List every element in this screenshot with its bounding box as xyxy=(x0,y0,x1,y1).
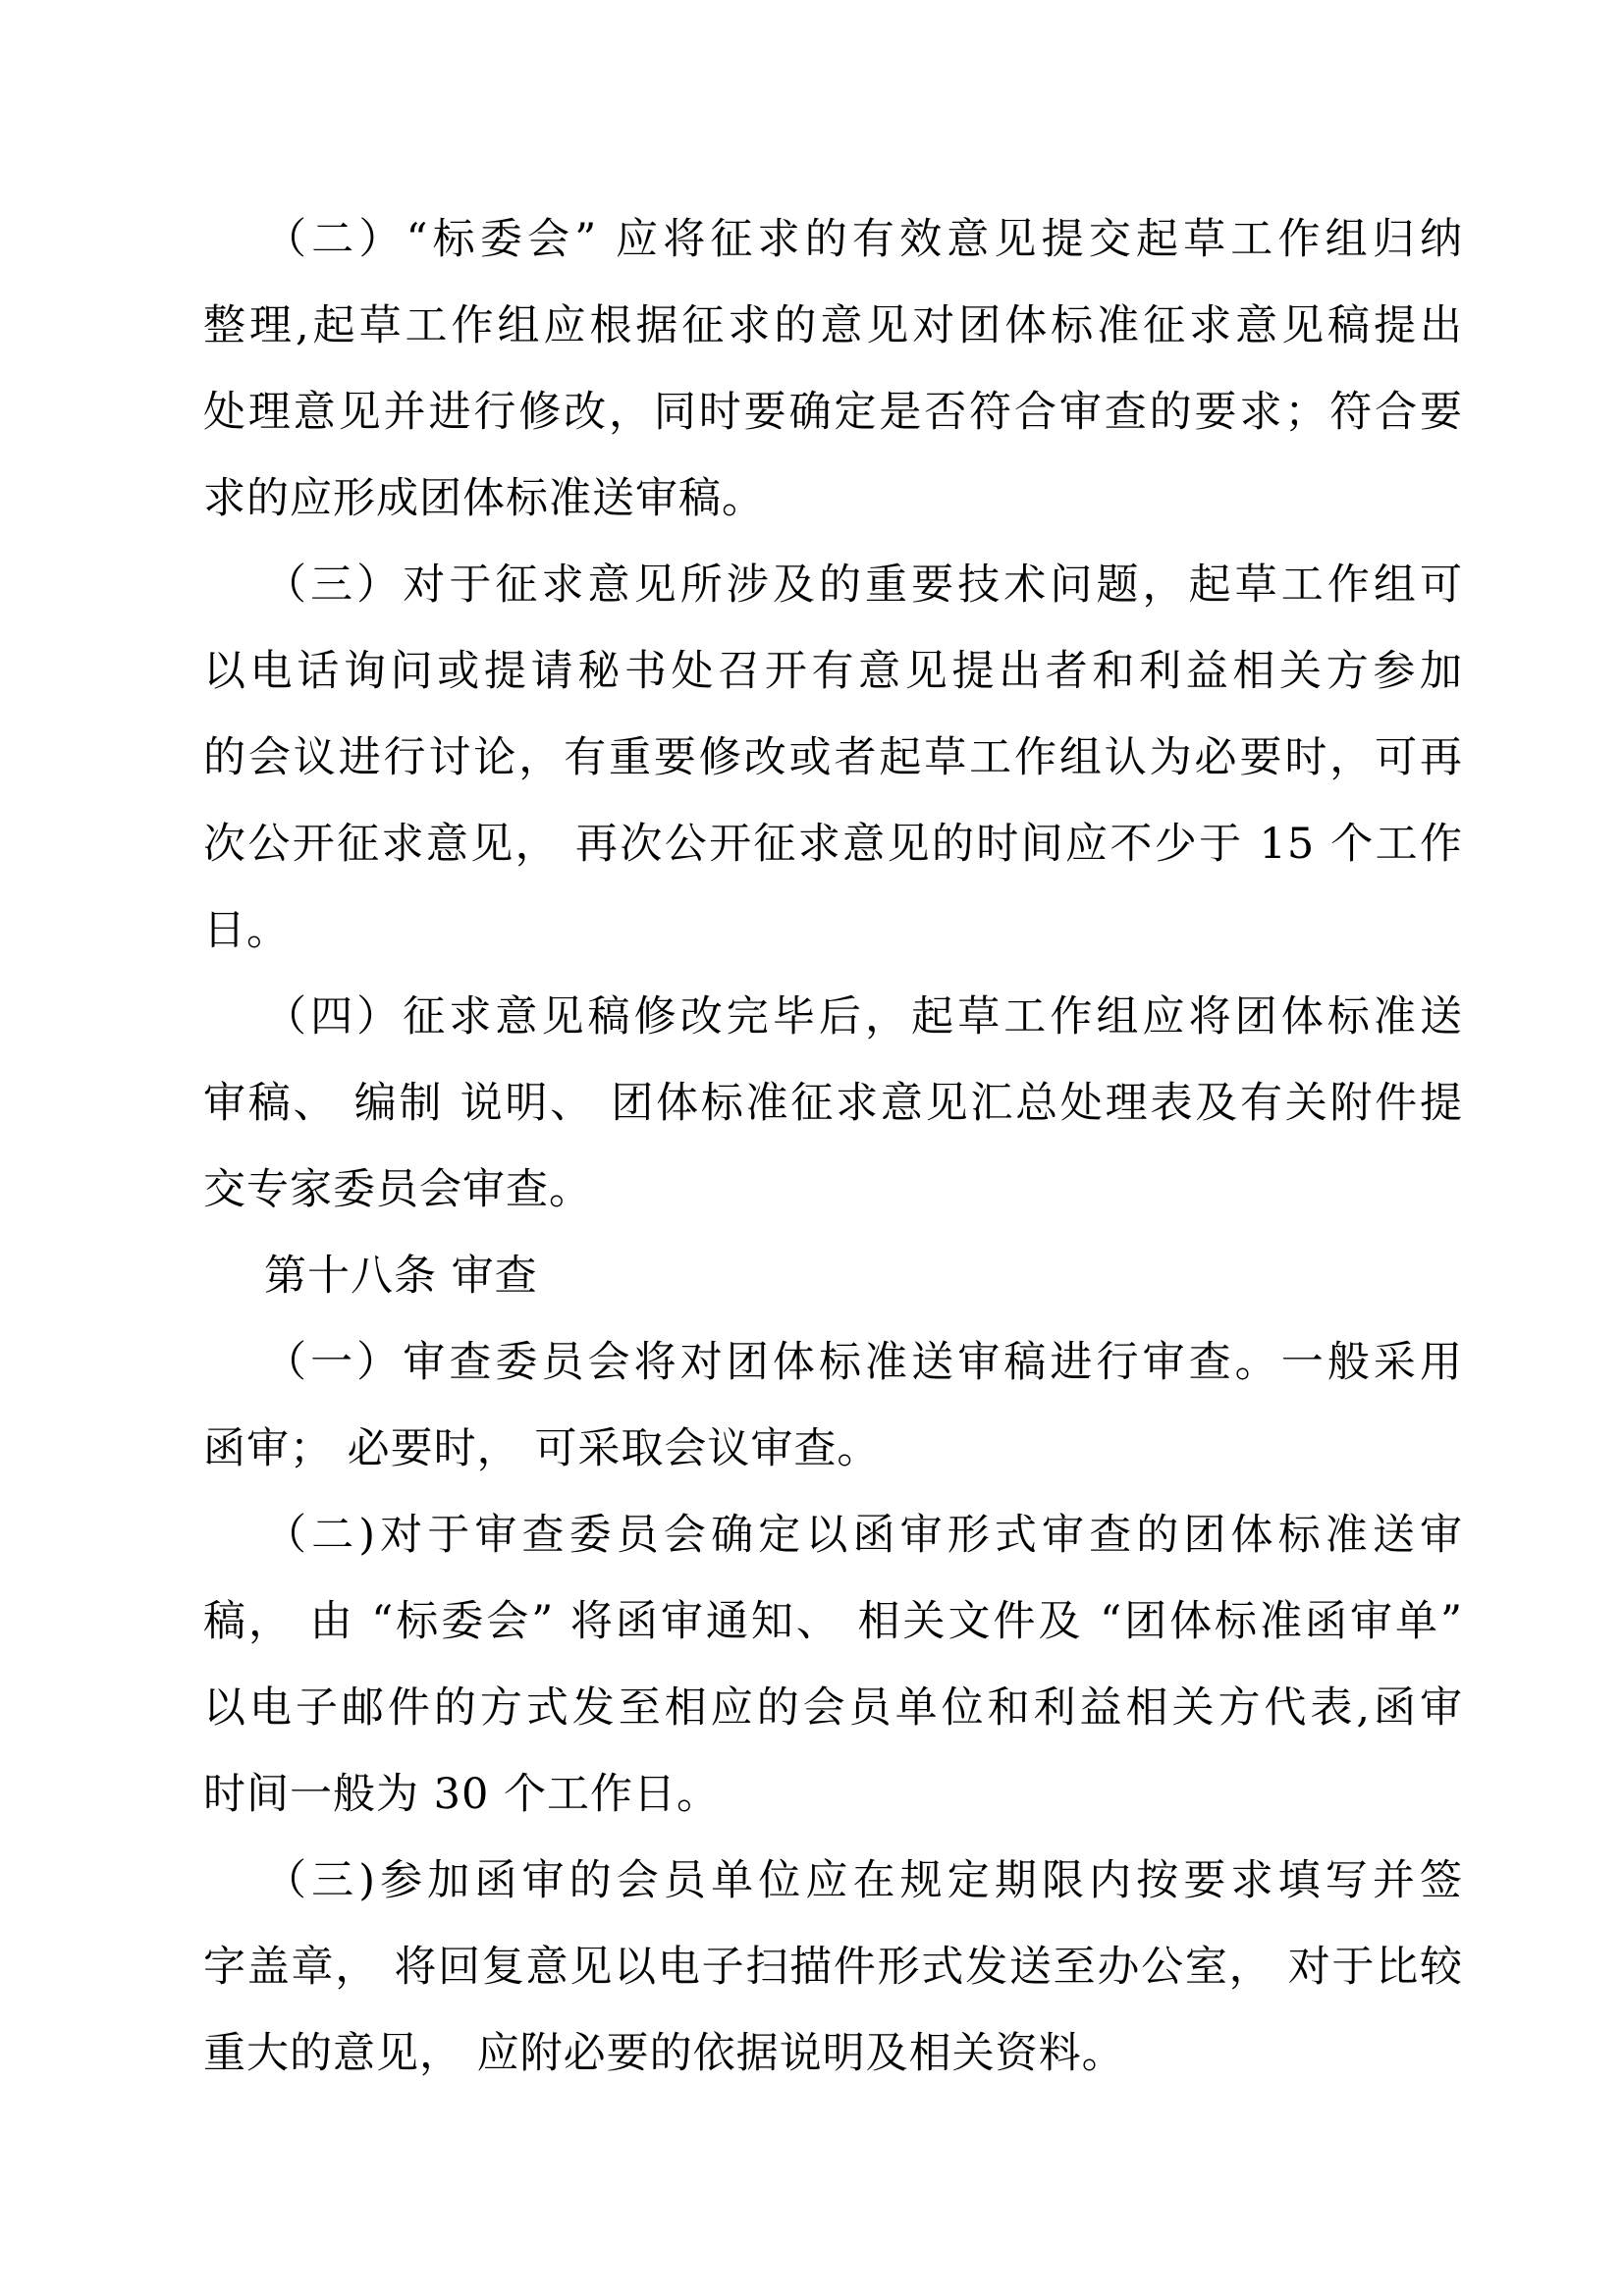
paragraph-2-line: （二）“标委会” 应将征求的有效意见提交起草工作组归纳 xyxy=(264,215,1463,264)
paragraph-3-line: 日。 xyxy=(203,906,290,955)
paragraph-3-line: （三）对于征求意见所涉及的重要技术问题，起草工作组可 xyxy=(264,561,1463,610)
paragraph-2-line: 求的应形成团体标准送审稿。 xyxy=(203,474,765,523)
paragraph-3-line: 的会议进行讨论，有重要修改或者起草工作组认为必要时，可再 xyxy=(203,733,1463,782)
paragraph-3-line: 以电话询问或提请秘书处召开有意见提出者和利益相关方参加 xyxy=(203,647,1463,696)
paragraph-3-line: 次公开征求意见， 再次公开征求意见的时间应不少于 15 个工作 xyxy=(203,820,1463,869)
article18-para-3-line: 字盖章， 将回复意见以电子扫描件形式发送至办公室， 对于比较 xyxy=(203,1943,1463,1992)
article18-para-3-line: （三)参加函审的会员单位应在规定期限内按要求填写并签 xyxy=(264,1856,1463,1905)
section-heading: 第十八条 审查 xyxy=(264,1252,538,1301)
paragraph-2-line: 整理,起草工作组应根据征求的意见对团体标准征求意见稿提出 xyxy=(203,301,1463,350)
paragraph-4-line: 交专家委员会审查。 xyxy=(203,1165,592,1214)
article18-para-1-line: （一）审查委员会将对团体标准送审稿进行审查。一般采用 xyxy=(264,1338,1463,1387)
article18-para-2-line: 稿， 由 “标委会” 将函审通知、 相关文件及 “团体标准函审单” xyxy=(203,1597,1463,1646)
article18-para-1-line: 函审； 必要时， 可采取会议审查。 xyxy=(203,1424,881,1473)
paragraph-2-line: 处理意见并进行修改，同时要确定是否符合审查的要求；符合要 xyxy=(203,388,1463,437)
paragraph-4-line: （四）征求意见稿修改完毕后，起草工作组应将团体标准送 xyxy=(264,992,1463,1041)
document-text-block xyxy=(203,196,1463,2097)
article18-para-2-line: 时间一般为 30 个工作日。 xyxy=(203,1770,721,1819)
article18-para-2-line: （二)对于审查委员会确定以函审形式审查的团体标准送审 xyxy=(264,1511,1463,1560)
article18-para-3-line: 重大的意见， 应附必要的依据说明及相关资料。 xyxy=(203,2029,1125,2078)
paragraph-4-line: 审稿、 编制 说明、 团体标准征求意见汇总处理表及有关附件提 xyxy=(203,1079,1463,1128)
article18-para-2-line: 以电子邮件的方式发至相应的会员单位和利益相关方代表,函审 xyxy=(203,1683,1463,1733)
